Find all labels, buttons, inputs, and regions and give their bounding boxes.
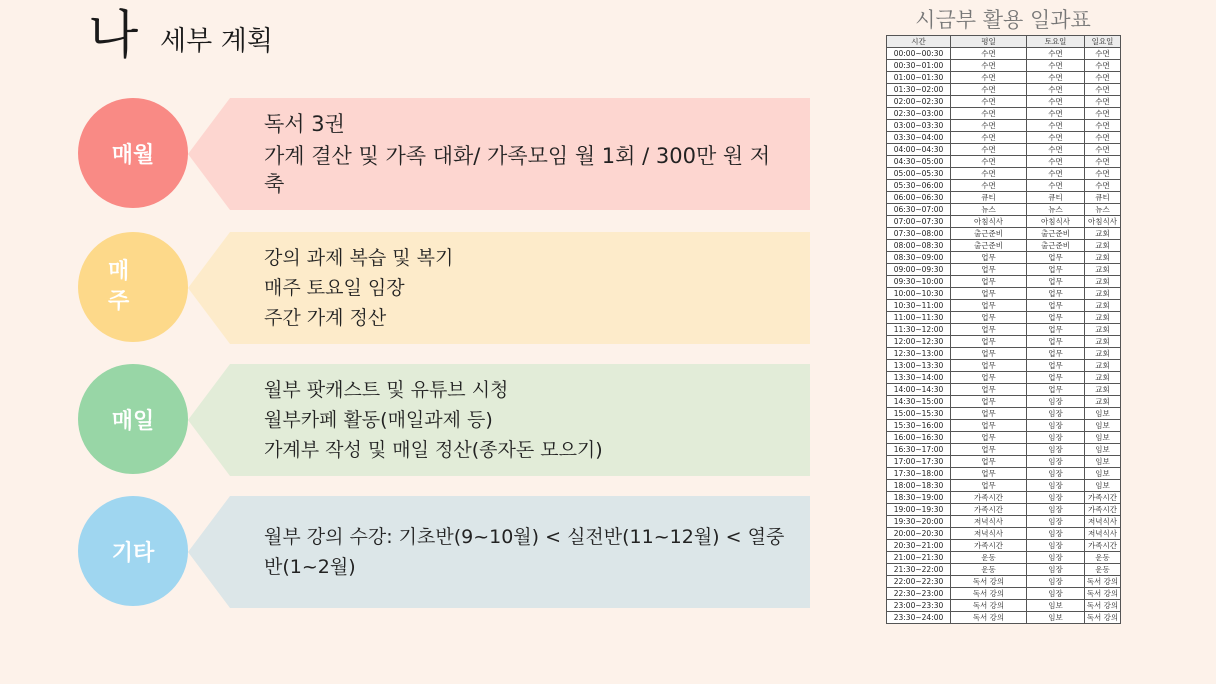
time-cell: 05:30~06:00 — [887, 180, 951, 192]
table-row — [887, 480, 1121, 492]
activity-cell: 업무 — [1027, 336, 1085, 348]
activity-cell: 업무 — [951, 480, 1027, 492]
activity-cell: 독서 강의 — [1085, 588, 1121, 600]
activity-cell: 임장 — [1027, 456, 1085, 468]
activity-cell: 수면 — [1027, 120, 1085, 132]
activity-cell: 수면 — [951, 168, 1027, 180]
time-cell: 03:30~04:00 — [887, 132, 951, 144]
activity-cell: 업무 — [1027, 372, 1085, 384]
plan-weekly-badge — [78, 232, 188, 342]
table-row — [887, 108, 1121, 120]
list-item: 강의 과제 복습 및 복기 — [264, 247, 454, 269]
time-cell: 00:30~01:00 — [887, 60, 951, 72]
activity-cell: 수면 — [1027, 72, 1085, 84]
activity-cell: 수면 — [951, 84, 1027, 96]
time-cell: 11:00~11:30 — [887, 312, 951, 324]
time-cell: 23:30~24:00 — [887, 612, 951, 624]
activity-cell: 업무 — [951, 468, 1027, 480]
activity-cell: 임장 — [1027, 480, 1085, 492]
table-row — [887, 396, 1121, 408]
table-row — [887, 60, 1121, 72]
activity-cell: 수면 — [1085, 84, 1121, 96]
table-row — [887, 156, 1121, 168]
activity-cell: 임보 — [1085, 408, 1121, 420]
time-cell: 02:30~03:00 — [887, 108, 951, 120]
time-cell: 01:30~02:00 — [887, 84, 951, 96]
activity-cell: 수면 — [951, 108, 1027, 120]
time-cell: 08:30~09:00 — [887, 252, 951, 264]
activity-cell: 교회 — [1085, 348, 1121, 360]
activity-cell: 수면 — [1085, 96, 1121, 108]
table-row — [887, 360, 1121, 372]
activity-cell: 독서 강의 — [951, 588, 1027, 600]
table-row — [887, 96, 1121, 108]
table-row — [887, 84, 1121, 96]
table-row — [887, 192, 1121, 204]
table-row — [887, 468, 1121, 480]
activity-cell: 업무 — [951, 324, 1027, 336]
table-row — [887, 288, 1121, 300]
table-row — [887, 216, 1121, 228]
plan-daily — [78, 364, 810, 476]
time-cell: 07:00~07:30 — [887, 216, 951, 228]
time-cell: 14:30~15:00 — [887, 396, 951, 408]
activity-cell: 임장 — [1027, 576, 1085, 588]
list-item: 가계 결산 및 가족 대화/ 가족모임 월 1회 / 300만 원 저축 — [264, 144, 771, 196]
time-cell: 00:00~00:30 — [887, 48, 951, 60]
activity-cell: 업무 — [951, 420, 1027, 432]
activity-cell: 임장 — [1027, 420, 1085, 432]
table-row — [887, 528, 1121, 540]
activity-cell: 업무 — [1027, 300, 1085, 312]
time-cell: 10:30~11:00 — [887, 300, 951, 312]
activity-cell: 큐티 — [951, 192, 1027, 204]
list-item: 매주 토요일 임장 — [264, 277, 405, 299]
activity-cell: 수면 — [951, 180, 1027, 192]
table-row — [887, 168, 1121, 180]
activity-cell: 업무 — [951, 432, 1027, 444]
activity-cell: 업무 — [951, 288, 1027, 300]
table-row — [887, 252, 1121, 264]
table-row — [887, 180, 1121, 192]
table-row — [887, 204, 1121, 216]
activity-cell: 수면 — [1085, 72, 1121, 84]
time-cell: 02:00~02:30 — [887, 96, 951, 108]
time-cell: 23:00~23:30 — [887, 600, 951, 612]
time-cell: 04:30~05:00 — [887, 156, 951, 168]
list-item: 독서 3권 — [264, 112, 345, 136]
activity-cell: 수면 — [1027, 144, 1085, 156]
activity-cell: 임장 — [1027, 588, 1085, 600]
time-cell: 17:30~18:00 — [887, 468, 951, 480]
table-row — [887, 240, 1121, 252]
time-cell: 19:00~19:30 — [887, 504, 951, 516]
activity-cell: 수면 — [1085, 156, 1121, 168]
activity-cell: 뉴스 — [1027, 204, 1085, 216]
table-row — [887, 384, 1121, 396]
activity-cell: 임장 — [1027, 396, 1085, 408]
activity-cell: 아침식사 — [1085, 216, 1121, 228]
activity-cell: 출근준비 — [951, 228, 1027, 240]
activity-cell: 교회 — [1085, 360, 1121, 372]
activity-cell: 큐티 — [1085, 192, 1121, 204]
activity-cell: 업무 — [1027, 348, 1085, 360]
table-row — [887, 276, 1121, 288]
schedule-title: 시금부 활용 일과표 — [915, 8, 1091, 32]
table-row — [887, 516, 1121, 528]
activity-cell: 저녁식사 — [1085, 516, 1121, 528]
activity-cell: 임장 — [1027, 432, 1085, 444]
time-cell: 09:00~09:30 — [887, 264, 951, 276]
activity-cell: 업무 — [1027, 288, 1085, 300]
plan-weekly-items — [264, 232, 790, 344]
time-cell: 20:00~20:30 — [887, 528, 951, 540]
time-cell: 10:00~10:30 — [887, 288, 951, 300]
activity-cell: 독서 강의 — [1085, 612, 1121, 624]
table-row — [887, 564, 1121, 576]
column-header: 시간 — [887, 36, 951, 48]
activity-cell: 수면 — [951, 60, 1027, 72]
activity-cell: 수면 — [1085, 180, 1121, 192]
activity-cell: 임장 — [1027, 540, 1085, 552]
activity-cell: 임장 — [1027, 564, 1085, 576]
table-header-row — [887, 36, 1121, 48]
activity-cell: 운동 — [951, 552, 1027, 564]
activity-cell: 출근준비 — [951, 240, 1027, 252]
table-row — [887, 264, 1121, 276]
activity-cell: 수면 — [1027, 180, 1085, 192]
activity-cell: 교회 — [1085, 228, 1121, 240]
activity-cell: 교회 — [1085, 264, 1121, 276]
activity-cell: 운동 — [951, 564, 1027, 576]
time-cell: 11:30~12:00 — [887, 324, 951, 336]
activity-cell: 임장 — [1027, 504, 1085, 516]
activity-cell: 업무 — [951, 456, 1027, 468]
table-row — [887, 324, 1121, 336]
time-cell: 22:00~22:30 — [887, 576, 951, 588]
table-row — [887, 312, 1121, 324]
table-row — [887, 456, 1121, 468]
activity-cell: 수면 — [1085, 48, 1121, 60]
activity-cell: 가족시간 — [1085, 540, 1121, 552]
heading-initial: 나 — [88, 6, 139, 66]
activity-cell: 수면 — [1027, 132, 1085, 144]
table-row — [887, 336, 1121, 348]
table-row — [887, 612, 1121, 624]
activity-cell: 수면 — [1085, 132, 1121, 144]
column-header: 토요일 — [1027, 36, 1085, 48]
time-cell: 16:30~17:00 — [887, 444, 951, 456]
time-cell: 12:00~12:30 — [887, 336, 951, 348]
plan-monthly — [78, 98, 810, 210]
activity-cell: 교회 — [1085, 276, 1121, 288]
table-row — [887, 132, 1121, 144]
activity-cell: 업무 — [951, 384, 1027, 396]
activity-cell: 수면 — [951, 132, 1027, 144]
activity-cell: 임보 — [1027, 600, 1085, 612]
activity-cell: 임보 — [1085, 456, 1121, 468]
list-item: 가계부 작성 및 매일 정산(종자돈 모으기) — [264, 439, 603, 461]
activity-cell: 업무 — [951, 300, 1027, 312]
plan-other-items — [264, 496, 790, 608]
activity-cell: 수면 — [951, 120, 1027, 132]
plan-monthly-items — [264, 98, 790, 210]
activity-cell: 교회 — [1085, 288, 1121, 300]
activity-cell: 교회 — [1085, 384, 1121, 396]
time-cell: 21:30~22:00 — [887, 564, 951, 576]
time-cell: 20:30~21:00 — [887, 540, 951, 552]
activity-cell: 임장 — [1027, 528, 1085, 540]
activity-cell: 업무 — [951, 312, 1027, 324]
plan-weekly — [78, 232, 810, 344]
activity-cell: 임장 — [1027, 516, 1085, 528]
activity-cell: 임보 — [1085, 480, 1121, 492]
time-cell: 14:00~14:30 — [887, 384, 951, 396]
activity-cell: 수면 — [951, 96, 1027, 108]
activity-cell: 업무 — [1027, 384, 1085, 396]
activity-cell: 교회 — [1085, 300, 1121, 312]
table-row — [887, 432, 1121, 444]
activity-cell: 업무 — [951, 360, 1027, 372]
activity-cell: 가족시간 — [951, 540, 1027, 552]
activity-cell: 교회 — [1085, 396, 1121, 408]
time-cell: 17:00~17:30 — [887, 456, 951, 468]
activity-cell: 업무 — [951, 408, 1027, 420]
table-row — [887, 120, 1121, 132]
activity-cell: 가족시간 — [1085, 504, 1121, 516]
activity-cell: 업무 — [951, 444, 1027, 456]
activity-cell: 교회 — [1085, 240, 1121, 252]
time-cell: 18:00~18:30 — [887, 480, 951, 492]
activity-cell: 교회 — [1085, 312, 1121, 324]
table-row — [887, 300, 1121, 312]
table-row — [887, 420, 1121, 432]
heading-subtitle: 세부 계획 — [160, 26, 273, 57]
activity-cell: 아침식사 — [951, 216, 1027, 228]
activity-cell: 독서 강의 — [1085, 600, 1121, 612]
activity-cell: 업무 — [951, 348, 1027, 360]
activity-cell: 업무 — [1027, 360, 1085, 372]
time-cell: 07:30~08:00 — [887, 228, 951, 240]
activity-cell: 수면 — [1085, 168, 1121, 180]
activity-cell: 업무 — [1027, 264, 1085, 276]
activity-cell: 저녁식사 — [951, 516, 1027, 528]
activity-cell: 큐티 — [1027, 192, 1085, 204]
activity-cell: 가족시간 — [951, 492, 1027, 504]
table-row — [887, 144, 1121, 156]
column-header: 평일 — [951, 36, 1027, 48]
table-row — [887, 492, 1121, 504]
schedule-table — [886, 35, 1120, 624]
activity-cell: 수면 — [1085, 144, 1121, 156]
time-cell: 06:00~06:30 — [887, 192, 951, 204]
activity-cell: 운동 — [1085, 564, 1121, 576]
activity-cell: 독서 강의 — [951, 576, 1027, 588]
table-row — [887, 408, 1121, 420]
activity-cell: 업무 — [951, 252, 1027, 264]
activity-cell: 수면 — [1085, 108, 1121, 120]
activity-cell: 독서 강의 — [1085, 576, 1121, 588]
time-cell: 18:30~19:00 — [887, 492, 951, 504]
table-row — [887, 504, 1121, 516]
activity-cell: 임장 — [1027, 492, 1085, 504]
list-item: 월부카페 활동(매일과제 등) — [264, 409, 493, 431]
column-header: 일요일 — [1085, 36, 1121, 48]
activity-cell: 업무 — [1027, 276, 1085, 288]
activity-cell: 수면 — [1027, 48, 1085, 60]
time-cell: 03:00~03:30 — [887, 120, 951, 132]
list-item: 월부 강의 수강: 기초반(9~10월) < 실전반(11~12월) < 열중반(1~2월) — [264, 526, 785, 578]
list-item: 월부 팟캐스트 및 유튜브 시청 — [264, 379, 509, 401]
time-cell: 12:30~13:00 — [887, 348, 951, 360]
activity-cell: 교회 — [1085, 252, 1121, 264]
activity-cell: 교회 — [1085, 324, 1121, 336]
time-cell: 13:30~14:00 — [887, 372, 951, 384]
list-item: 주간 가계 정산 — [264, 307, 387, 329]
table-row — [887, 72, 1121, 84]
time-cell: 06:30~07:00 — [887, 204, 951, 216]
time-cell: 13:00~13:30 — [887, 360, 951, 372]
activity-cell: 출근준비 — [1027, 228, 1085, 240]
activity-cell: 수면 — [951, 72, 1027, 84]
activity-cell: 수면 — [1027, 96, 1085, 108]
activity-cell: 독서 강의 — [951, 600, 1027, 612]
time-cell: 08:00~08:30 — [887, 240, 951, 252]
table-row — [887, 600, 1121, 612]
activity-cell: 임장 — [1027, 468, 1085, 480]
plan-monthly-badge: 매월 — [78, 98, 188, 208]
table-row — [887, 228, 1121, 240]
activity-cell: 수면 — [951, 144, 1027, 156]
plan-daily-items — [264, 364, 790, 476]
activity-cell: 업무 — [1027, 312, 1085, 324]
activity-cell: 임장 — [1027, 444, 1085, 456]
activity-cell: 업무 — [951, 264, 1027, 276]
activity-cell: 가족시간 — [951, 504, 1027, 516]
time-cell: 21:00~21:30 — [887, 552, 951, 564]
badge-line: 매 — [108, 259, 130, 284]
activity-cell: 업무 — [951, 276, 1027, 288]
activity-cell: 수면 — [1085, 120, 1121, 132]
activity-cell: 업무 — [1027, 252, 1085, 264]
table-row — [887, 576, 1121, 588]
table-row — [887, 444, 1121, 456]
plan-daily-badge: 매일 — [78, 364, 188, 474]
activity-cell: 업무 — [1027, 324, 1085, 336]
activity-cell: 운동 — [1085, 552, 1121, 564]
activity-cell: 아침식사 — [1027, 216, 1085, 228]
activity-cell: 교회 — [1085, 372, 1121, 384]
activity-cell: 수면 — [1085, 60, 1121, 72]
time-cell: 22:30~23:00 — [887, 588, 951, 600]
activity-cell: 뉴스 — [1085, 204, 1121, 216]
activity-cell: 저녁식사 — [951, 528, 1027, 540]
activity-cell: 임보 — [1085, 420, 1121, 432]
table-row — [887, 372, 1121, 384]
table-row — [887, 552, 1121, 564]
activity-cell: 독서 강의 — [951, 612, 1027, 624]
activity-cell: 수면 — [951, 156, 1027, 168]
table-row — [887, 348, 1121, 360]
activity-cell: 임장 — [1027, 408, 1085, 420]
time-cell: 19:30~20:00 — [887, 516, 951, 528]
time-cell: 15:00~15:30 — [887, 408, 951, 420]
activity-cell: 가족시간 — [1085, 492, 1121, 504]
activity-cell: 임보 — [1085, 468, 1121, 480]
time-cell: 01:00~01:30 — [887, 72, 951, 84]
activity-cell: 출근준비 — [1027, 240, 1085, 252]
activity-cell: 업무 — [951, 336, 1027, 348]
activity-cell: 임보 — [1027, 612, 1085, 624]
time-cell: 15:30~16:00 — [887, 420, 951, 432]
activity-cell: 수면 — [1027, 156, 1085, 168]
activity-cell: 수면 — [1027, 108, 1085, 120]
activity-cell: 임장 — [1027, 552, 1085, 564]
activity-cell: 수면 — [1027, 168, 1085, 180]
table-row — [887, 588, 1121, 600]
badge-line: 주 — [108, 289, 130, 314]
activity-cell: 업무 — [951, 396, 1027, 408]
plan-other — [78, 496, 810, 608]
table-row — [887, 48, 1121, 60]
table-row — [887, 540, 1121, 552]
time-cell: 16:00~16:30 — [887, 432, 951, 444]
activity-cell: 임보 — [1085, 432, 1121, 444]
activity-cell: 수면 — [1027, 84, 1085, 96]
activity-cell: 업무 — [951, 372, 1027, 384]
time-cell: 05:00~05:30 — [887, 168, 951, 180]
activity-cell: 교회 — [1085, 336, 1121, 348]
time-cell: 04:00~04:30 — [887, 144, 951, 156]
time-cell: 09:30~10:00 — [887, 276, 951, 288]
plan-other-badge: 기타 — [78, 496, 188, 606]
activity-cell: 수면 — [1027, 60, 1085, 72]
activity-cell: 뉴스 — [951, 204, 1027, 216]
activity-cell: 수면 — [951, 48, 1027, 60]
activity-cell: 임보 — [1085, 444, 1121, 456]
activity-cell: 저녁식사 — [1085, 528, 1121, 540]
